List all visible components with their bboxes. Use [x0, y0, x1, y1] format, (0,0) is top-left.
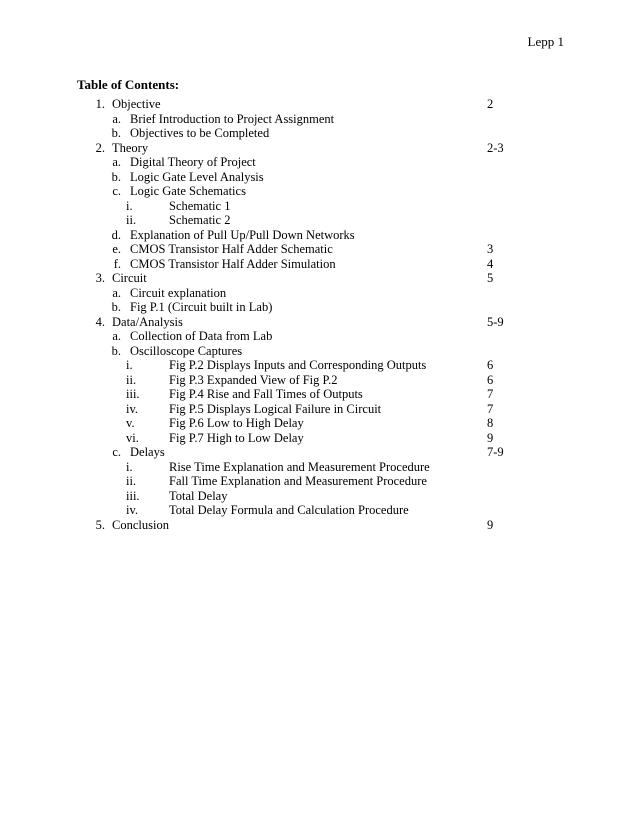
toc-entry-text: Fig P.2 Displays Inputs and Corresponding Outputs — [169, 358, 427, 372]
toc-entry-number: c. — [112, 184, 121, 198]
toc-entry-number: c. — [112, 445, 121, 459]
toc-entry-page: 8 — [487, 416, 494, 430]
toc-entry-text: Fig P.6 Low to High Delay — [169, 416, 304, 430]
toc-entry-text: Digital Theory of Project — [130, 155, 256, 169]
toc-entry — [0, 387, 638, 402]
toc-entry-number: d. — [111, 227, 121, 242]
toc-entry-page: 6 — [487, 372, 494, 387]
toc-entry — [0, 271, 638, 286]
toc-entry-number: f. — [113, 256, 121, 271]
toc-entry — [0, 489, 638, 504]
toc-entry-number: b. — [111, 343, 121, 358]
toc-entry — [0, 300, 638, 315]
toc-entry-text: Total Delay — [169, 488, 228, 503]
toc-entry-number: b. — [111, 300, 121, 314]
toc-entry — [0, 242, 638, 257]
toc-entry — [0, 315, 638, 330]
toc-entry-text: Fig P.4 Rise and Fall Times of Outputs — [169, 387, 363, 401]
toc-entry-text: Rise Time Explanation and Measurement Procedure — [169, 459, 430, 474]
toc-entry-text: Fig P.7 High to Low Delay — [169, 430, 304, 445]
toc-entry-text: CMOS Transistor Half Adder Simulation — [130, 256, 336, 271]
toc-entry — [0, 257, 638, 272]
toc-entry — [0, 155, 638, 170]
toc-entry-text: Objectives to be Completed — [130, 126, 270, 140]
toc-entry-text: Schematic 2 — [169, 213, 231, 227]
toc-entry-text: Conclusion — [112, 517, 169, 532]
toc-entry — [0, 445, 638, 460]
toc-entry — [0, 460, 638, 475]
toc-entry-number: 3. — [95, 271, 105, 285]
toc-entry-text: Circuit — [112, 271, 147, 285]
toc-entry-number: iv. — [126, 503, 139, 517]
toc-entry — [0, 97, 638, 112]
toc-entry-text: Brief Introduction to Project Assignment — [130, 111, 335, 126]
toc-entry-text: Circuit explanation — [130, 285, 227, 300]
toc-entry — [0, 474, 638, 489]
toc-list — [0, 97, 638, 532]
toc-entry-number: b. — [111, 169, 121, 184]
toc-entry-page: 6 — [487, 358, 494, 372]
toc-entry-number: ii. — [126, 213, 137, 227]
toc-entry-page: 7 — [487, 387, 494, 401]
toc-entry-number: i. — [126, 198, 133, 213]
toc-entry — [0, 170, 638, 185]
toc-entry-number: e. — [112, 242, 121, 256]
toc-entry-page: 7-9 — [487, 445, 504, 459]
toc-entry — [0, 184, 638, 199]
toc-entry-page: 5 — [487, 271, 494, 285]
toc-entry-page: 2-3 — [487, 140, 504, 155]
toc-entry-text: Explanation of Pull Up/Pull Down Networks — [130, 227, 355, 242]
toc-entry-page: 5-9 — [487, 314, 504, 329]
toc-entry-text: Delays — [130, 445, 165, 459]
toc-entry-number: 4. — [95, 314, 105, 329]
toc-entry-number: v. — [126, 416, 135, 430]
toc-entry-text: Fall Time Explanation and Measurement Procedure — [169, 474, 427, 488]
toc-entry-number: a. — [112, 155, 121, 169]
toc-entry-number: i. — [126, 459, 133, 474]
toc-entry-text: Collection of Data from Lab — [130, 329, 273, 343]
toc-entry-page: 3 — [487, 242, 494, 256]
toc-entry-text: Fig P.3 Expanded View of Fig P.2 — [169, 372, 338, 387]
toc-entry-number: ii. — [126, 474, 137, 488]
toc-entry-page: 9 — [487, 430, 494, 445]
toc-entry-text: Theory — [112, 140, 149, 155]
toc-entry-page: 4 — [487, 256, 494, 271]
toc-entry-text: Objective — [112, 97, 161, 111]
toc-entry — [0, 329, 638, 344]
toc-entry-number: 5. — [95, 517, 105, 532]
toc-entry-number: 2. — [95, 140, 105, 155]
toc-entry-text: Fig P.5 Displays Logical Failure in Circuit — [169, 401, 382, 416]
toc-entry-number: a. — [112, 329, 121, 343]
toc-entry — [0, 112, 638, 127]
toc-entry-number: a. — [112, 111, 121, 126]
toc-entry-text: Logic Gate Level Analysis — [130, 169, 264, 184]
toc-entry — [0, 416, 638, 431]
toc-entry-text: Data/Analysis — [112, 314, 183, 329]
toc-entry-number: iii. — [126, 387, 140, 401]
toc-entry — [0, 344, 638, 359]
toc-entry — [0, 141, 638, 156]
toc-entry-number: vi. — [126, 430, 139, 445]
toc-entry — [0, 286, 638, 301]
toc-entry — [0, 126, 638, 141]
toc-entry — [0, 373, 638, 388]
toc-title: Table of Contents: — [77, 77, 180, 92]
toc-entry-page: 9 — [487, 517, 494, 532]
toc-entry-number: iii. — [126, 488, 140, 503]
toc-entry-number: a. — [112, 285, 121, 300]
toc-entry — [0, 228, 638, 243]
toc-entry — [0, 431, 638, 446]
toc-entry — [0, 358, 638, 373]
toc-entry — [0, 213, 638, 228]
toc-entry-text: Schematic 1 — [169, 198, 231, 213]
toc-entry — [0, 402, 638, 417]
running-head: Lepp 1 — [527, 34, 564, 49]
toc-entry-text: Fig P.1 (Circuit built in Lab) — [130, 300, 273, 314]
toc-entry-number: iv. — [126, 401, 139, 416]
toc-entry-number: ii. — [126, 372, 137, 387]
toc-entry-text: Total Delay Formula and Calculation Procedure — [169, 503, 409, 517]
toc-entry-number: 1. — [95, 97, 105, 111]
toc-entry-text: Logic Gate Schematics — [130, 184, 246, 198]
toc-entry — [0, 503, 638, 518]
toc-entry-number: i. — [126, 358, 133, 372]
toc-entry-page: 7 — [487, 401, 494, 416]
toc-entry — [0, 199, 638, 214]
toc-entry-page: 2 — [487, 97, 494, 111]
toc-entry — [0, 518, 638, 533]
toc-entry-number: b. — [111, 126, 121, 140]
toc-entry-text: Oscilloscope Captures — [130, 343, 243, 358]
toc-entry-text: CMOS Transistor Half Adder Schematic — [130, 242, 333, 256]
